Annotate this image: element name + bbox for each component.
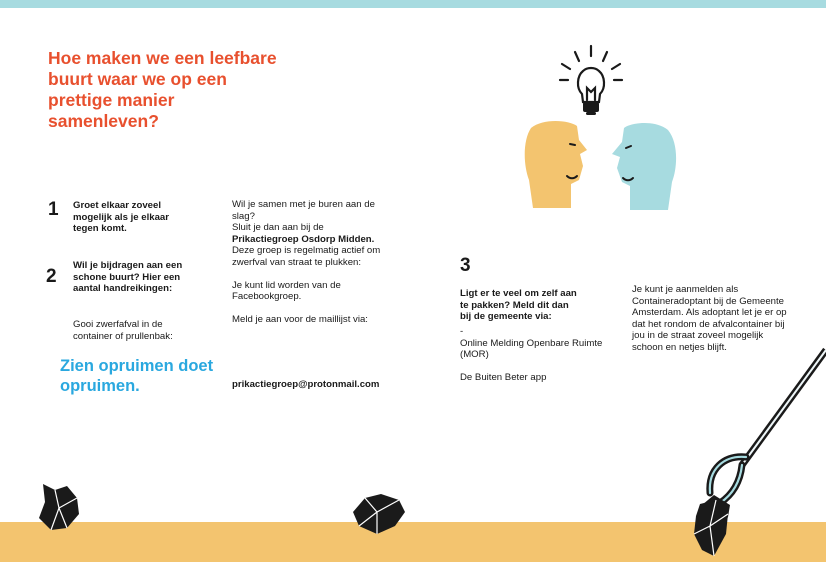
tip-3-text: Ligt er te veel om zelf aan te pakken? Meld dit dan bij de gemeente via: xyxy=(460,288,577,323)
tip-1-number: 1 xyxy=(48,199,59,220)
adoption-text: Je kunt je aanmelden als Containeradoptant bij de Gemeente Amsterdam. Als adoptant let je er op dat het rondom de afvalcontainer bij jou in de straat zoveel mogelijk schoon en netjes blijft. xyxy=(632,284,787,353)
group-facebook: Je kunt lid worden van de Facebookgroep. xyxy=(232,279,341,303)
face-left-icon xyxy=(521,118,593,208)
group-name-end: . xyxy=(371,233,375,245)
tip-2-number: 2 xyxy=(46,266,57,287)
litter-picker-icon xyxy=(680,345,826,515)
page-title: Hoe maken we een leefbare buurt waar we op een prettige manier samenleven? xyxy=(48,48,277,131)
group-intro: Wil je samen met je buren aan de slag? xyxy=(232,199,375,222)
tip-2-detail: Gooi zwerfafval in de container of prullenbak: xyxy=(73,319,173,342)
tip-3-number: 3 xyxy=(460,255,471,276)
trash-crumple-icon xyxy=(37,482,81,532)
trash-crumple-icon xyxy=(692,500,730,558)
tip-3-options xyxy=(460,326,620,383)
group-email-link[interactable]: prikactiegroep@protonmail.com xyxy=(232,379,380,390)
group-mail-intro: Meld je aan voor de maillijst via: xyxy=(232,313,368,325)
slogan: Zien opruimen doet opruimen. xyxy=(60,357,214,395)
tip-3-option-mor: Online Melding Openbare Ruimte (MOR) xyxy=(460,337,603,361)
trash-crumple-icon xyxy=(351,492,407,536)
top-accent-bar xyxy=(0,0,826,8)
group-info xyxy=(232,199,382,325)
group-join: Sluit je dan aan bij de xyxy=(232,222,324,234)
tip-2-text: Wil je bijdragen aan een schone buurt? Hier een aantal handreikingen: xyxy=(73,260,183,295)
tip-1-text: Groet elkaar zoveel mogelijk als je elkaar tegen komt. xyxy=(73,200,169,235)
tip-3-dash: - xyxy=(460,326,464,337)
group-name: Prikactiegroep Osdorp Midden xyxy=(232,233,372,245)
group-description: Deze groep is regelmatig actief om zwerfval van straat te plukken: xyxy=(232,245,381,268)
tip-3-option-app: De Buiten Beter app xyxy=(460,371,547,383)
lightbulb-icon xyxy=(556,42,626,122)
face-right-icon xyxy=(606,120,680,210)
